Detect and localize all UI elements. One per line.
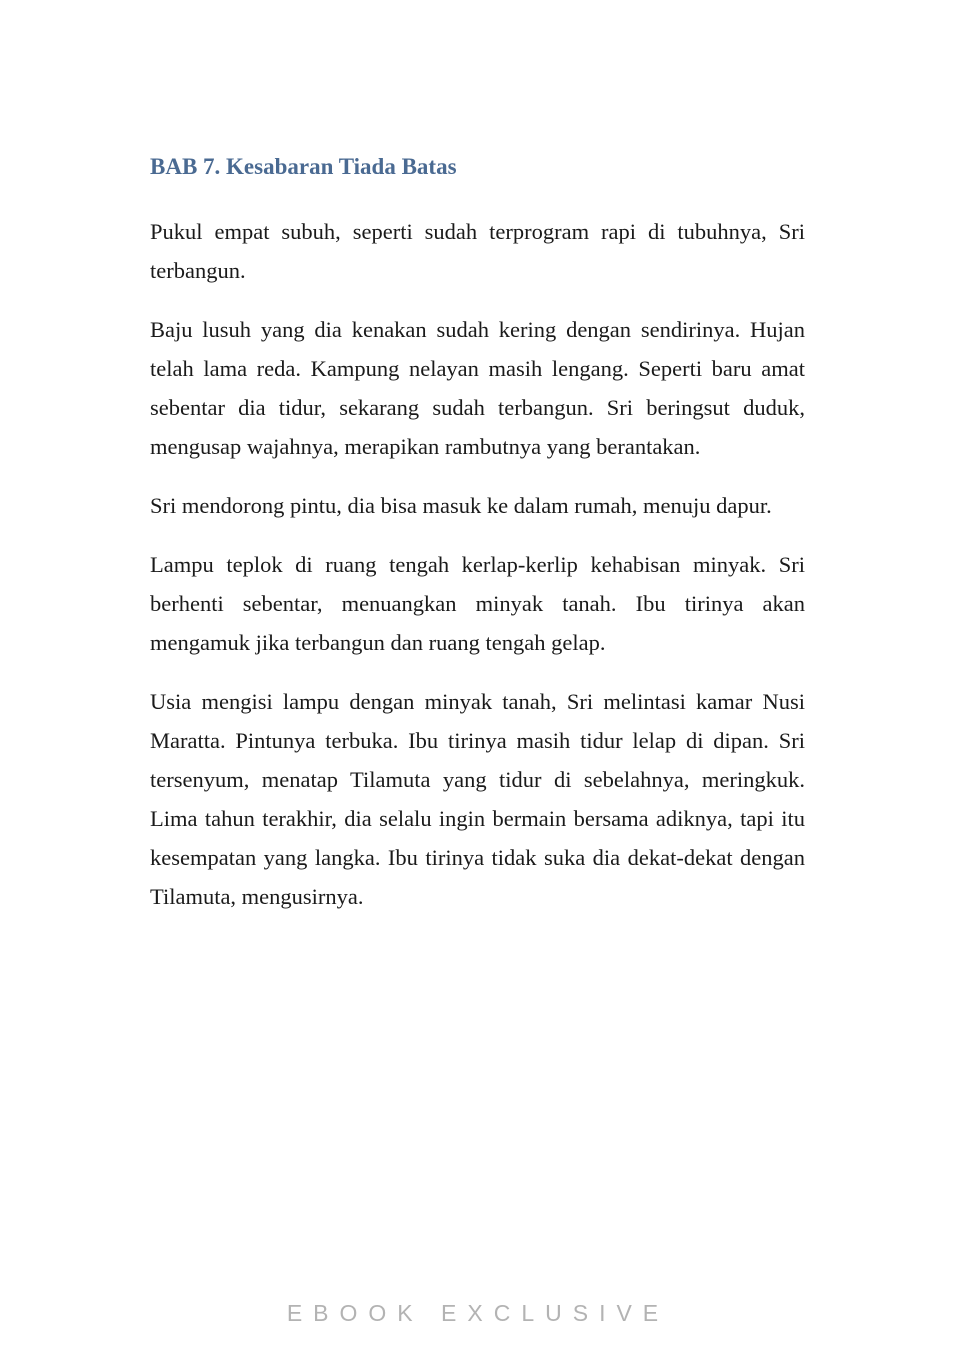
chapter-title: BAB 7. Kesabaran Tiada Batas <box>150 154 457 179</box>
footer-watermark: EBOOK EXCLUSIVE <box>286 1300 670 1326</box>
paragraph: Pukul empat subuh, seperti sudah terprogram rapi di tubuhnya, Sri terbangun. <box>150 219 805 283</box>
paragraph: Lampu teplok di ruang tengah kerlap-kerlip kehabisan minyak. Sri berhenti sebentar, menuangkan minyak tanah. Ibu tirinya akan mengamuk jika terbangun dan ruang tengah gelap. <box>150 552 805 655</box>
paragraph: Baju lusuh yang dia kenakan sudah kering dengan sendirinya. Hujan telah lama reda. Kampung nelayan masih lengang. Seperti baru amat sebentar dia tidur, sekarang sudah terbangun. Sri beringsut duduk, mengusap wajahnya, merapikan rambutnya yang berantakan. <box>150 317 805 459</box>
paragraph: Usia mengisi lampu dengan minyak tanah, Sri melintasi kamar Nusi Maratta. Pintunya terbuka. Ibu tirinya masih tidur lelap di dipan. Sri tersenyum, menatap Tilamuta yang tidur di sebelahnya, meringkuk. Lima tahun terakhir, dia selalu ingin bermain bersama adiknya, tapi itu kesempatan yang langka. Ibu tirinya tidak suka dia dekat-dekat dengan Tilamuta, mengusirnya. <box>150 689 805 909</box>
paragraph: Sri mendorong pintu, dia bisa masuk ke dalam rumah, menuju dapur. <box>150 493 772 518</box>
chapter-body <box>150 212 805 936</box>
